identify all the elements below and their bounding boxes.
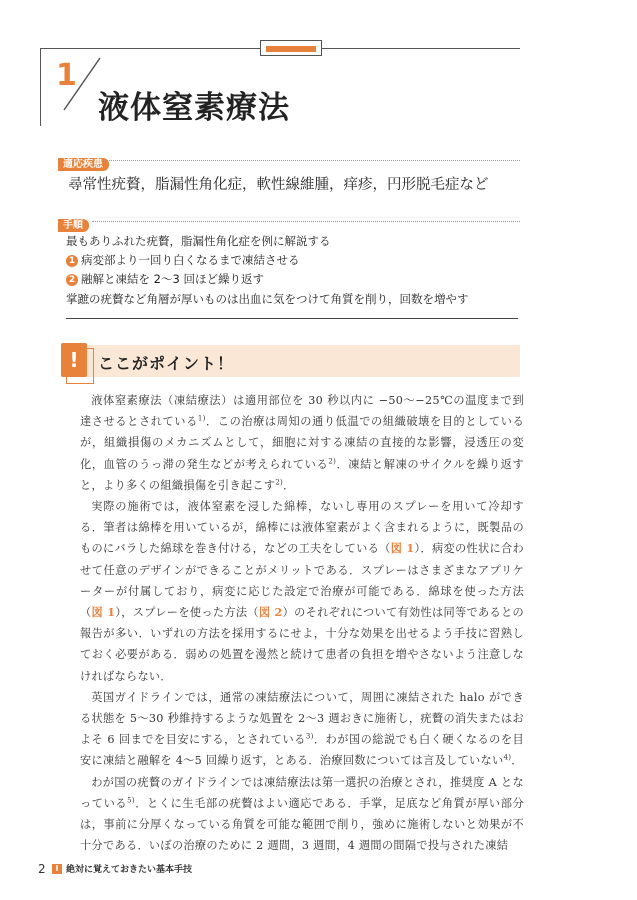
figure-ref-2[interactable]: 図 2	[258, 605, 283, 620]
text-run: 実際の施術では，液体窒素を浸した綿棒，ないし専用のスプレーを用いて冷却する．筆者は綿棒を用いているが，綿棒には液体窒素がよく含まれるように，既製品のものにバラした綿球を巻き付ける，などの工夫をしている（	[80, 500, 524, 556]
text-run: ．凍結と解凍のサイクルを繰り返すと，より多くの組織損傷を引き起こす	[80, 457, 524, 492]
text-run: ．とくに生毛部の疣贅はよい適応である．手掌，足底など角質が厚い部分は，事前に分厚くなっている角質を可能な範囲で削り，強めに施術しないと効果が不十分である．いぼの治療のために 2 週間，3 週間，4 週間の間隔で投与された凍結	[80, 796, 524, 853]
body-text	[80, 390, 524, 856]
text-run: ．	[283, 478, 295, 492]
text-run: ），スプレーを使った方法（	[115, 606, 259, 620]
citation: 5)	[127, 796, 135, 805]
step-number-badge: 1	[66, 255, 78, 267]
text-run: ）．病変の性状に合わせて任意のデザインができることがメリットである．スプレーはさまざまなアプリケーターが付属しており，病変に応じた設定で治療が可能である．綿球を使った方法（	[80, 542, 524, 620]
section-divider	[66, 318, 518, 319]
step-number-badge: 2	[66, 274, 78, 286]
text-run: ．	[511, 754, 523, 768]
step-text: 融解と凍結を 2〜3 回ほど繰り返す	[81, 272, 264, 286]
page-number: 2	[38, 862, 46, 876]
citation: 2)	[275, 478, 284, 487]
procedure-tag: 手順	[58, 219, 89, 232]
step-text: 病変部より一回り白くなるまで凍結させる	[81, 253, 300, 267]
paragraph-3	[80, 687, 524, 772]
citation: 2)	[328, 456, 337, 465]
text-run: 英国ガイドラインでは，通常の凍結療法について，周囲に凍結された halo ができる状態を 5〜30 秒維持するような処置を 2〜3 週おきに施術し，疣贅の消失またはおよそ 6 回までを目安にする，とされている	[80, 690, 524, 747]
procedure-tag-wrap	[58, 213, 89, 232]
figure-ref-1[interactable]: 図 1	[91, 605, 116, 620]
running-footer-title: 絶対に覚えておきたい基本手技	[66, 865, 193, 875]
header-tab-fill	[266, 46, 316, 52]
point-title: ここがポイント！	[98, 354, 235, 373]
text-run: ．この治療は周知の通り低温での組織破壊を目的としているが，組織損傷のメカニズムとして，細胞に対する凍結の直接的な影響，浸透圧の変化，血管のうっ滞の発生などが考えられている	[80, 415, 524, 471]
citation: 3)	[305, 732, 314, 741]
paragraph-2	[80, 496, 524, 687]
indications-tag: 適応疾患	[58, 158, 109, 171]
indications-divider	[104, 160, 520, 161]
chapter-title: 液体窒素療法	[98, 90, 290, 126]
indications-tag-wrap	[58, 152, 109, 171]
citation: 4)	[503, 753, 512, 762]
paragraph-4	[80, 772, 524, 857]
text-run: わが国の疣贅のガイドラインでは凍結療法は第一選択の治療とされ，推奨度 A となっている	[80, 775, 524, 810]
header-left-rule	[40, 48, 41, 126]
indications-text: 尋常性疣贅，脂漏性角化症，軟性線維腫，痒疹，円形脱毛症など	[68, 177, 489, 193]
paragraph-1	[80, 390, 524, 496]
chapter-number: 1	[56, 58, 77, 93]
text-run: ．わが国の総説でも白く硬くなるのを目安に凍結と融解を 4〜5 回繰り返す，とある．治療回数については言及していない	[80, 733, 525, 768]
text-run: 液体窒素療法（凍結療法）は適用部位を 30 秒以内に −50〜−25℃の温度まで到達させるとされている	[80, 394, 524, 429]
procedure-note: 掌蹠の疣贅など角層が厚いものは出血に気をつけて角質を削り，回数を増やす	[66, 292, 469, 306]
procedure-divider	[92, 221, 520, 222]
text-run: ）のそれぞれについて有効性は同等であるとの報告が多い．いずれの方法を採用するにせよ，十分な効果を出せるよう手技に習熟しておく必要がある．弱めの処置を漫然と続けて患者の負担を増やさないよう注意しなければならない．	[80, 606, 524, 683]
citation: 1)	[197, 414, 206, 423]
procedure-step-2	[66, 271, 264, 287]
procedure-intro: 最もありふれた疣贅，脂漏性角化症を例に解説する	[66, 234, 331, 248]
exclamation-icon: !	[61, 343, 87, 377]
procedure-step-1	[66, 252, 300, 268]
section-number-badge: I	[52, 864, 62, 874]
figure-ref-1[interactable]: 図 1	[390, 541, 415, 556]
